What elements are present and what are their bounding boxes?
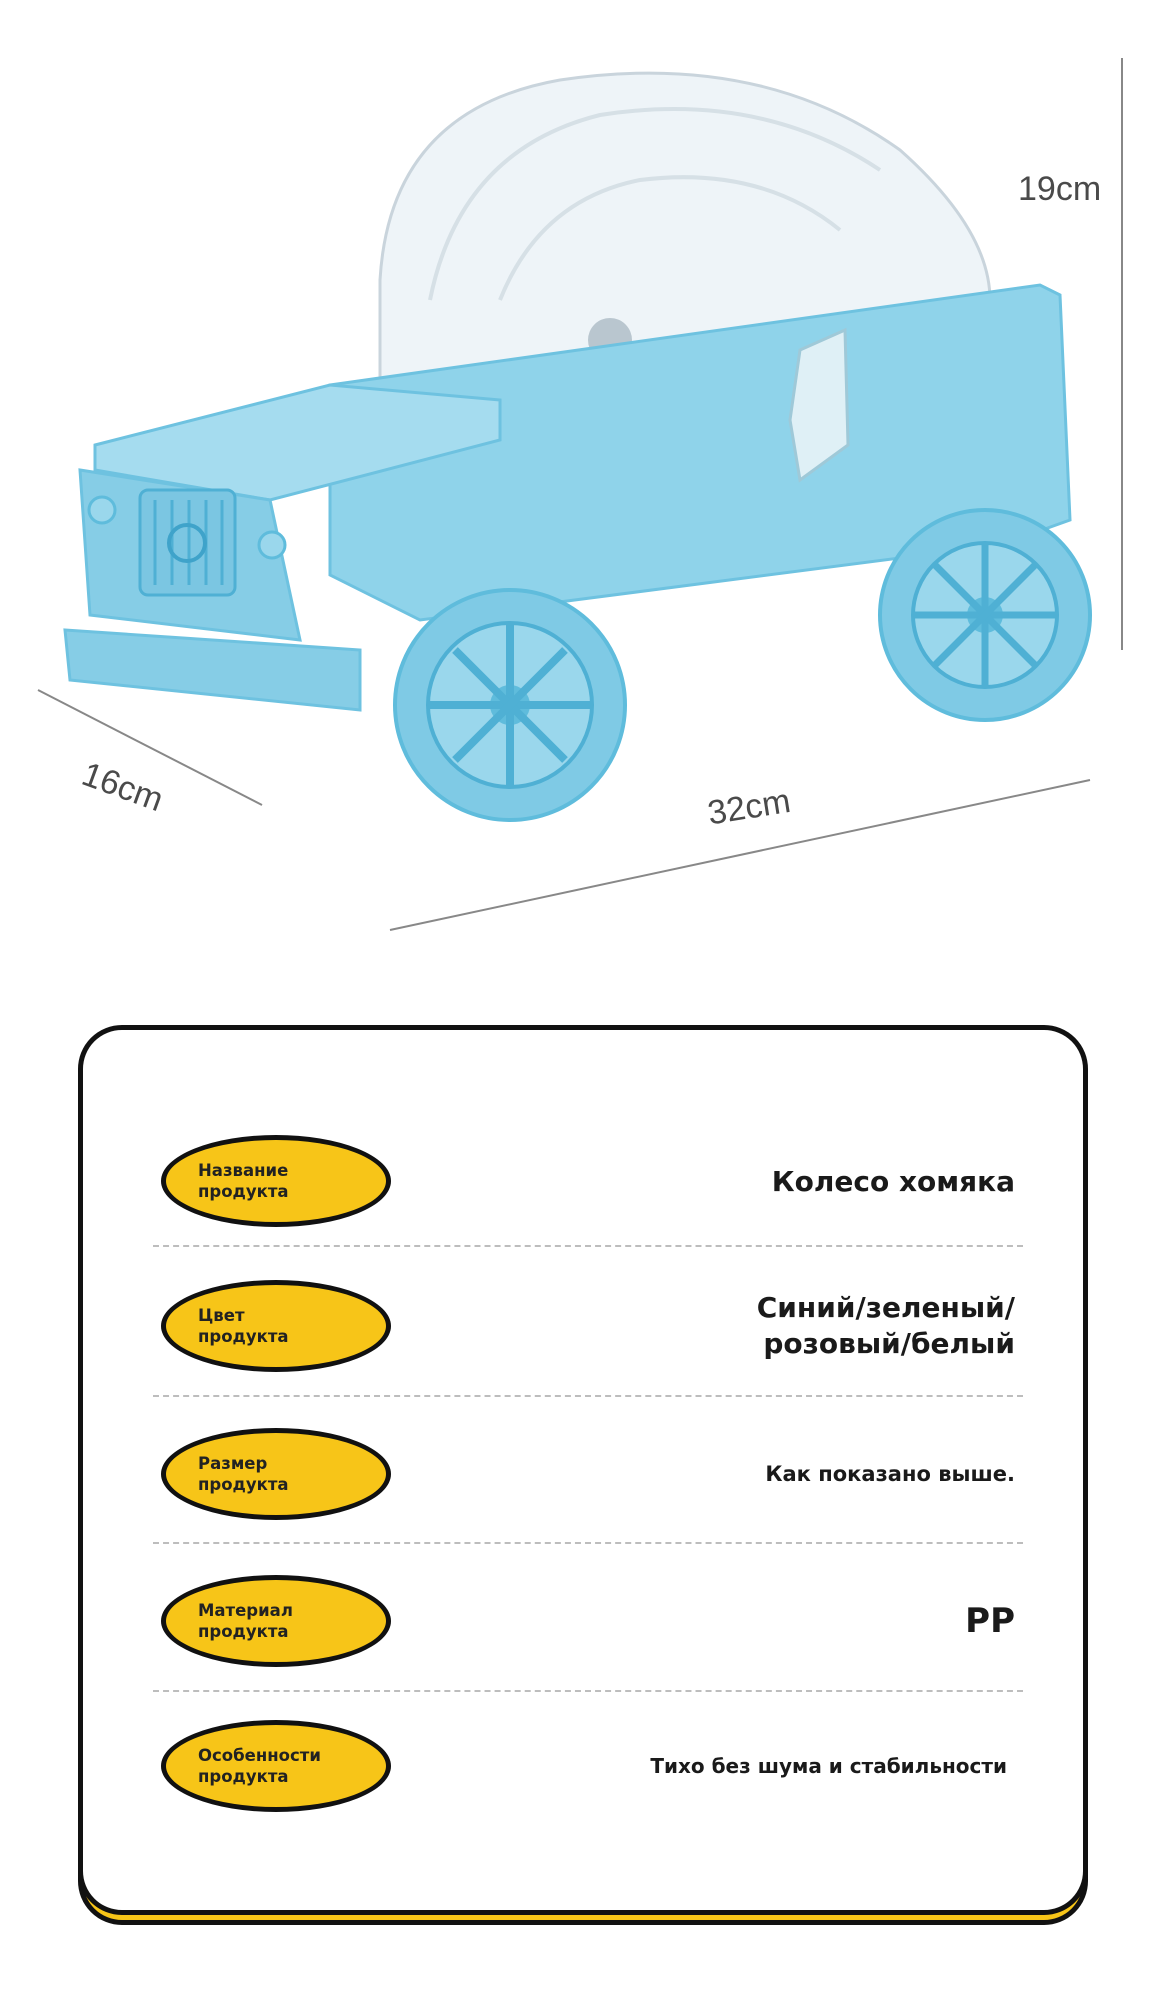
spec-value: PP [965,1601,1015,1641]
spec-value: Колесо хомяка [771,1164,1015,1198]
spec-value: Как показано выше. [765,1462,1015,1486]
spec-label-pill [161,1428,391,1520]
spec-row-material [83,1575,1093,1675]
rear-wheel [880,510,1090,720]
row-divider [153,1542,1023,1544]
spec-row-name [83,1135,1093,1235]
spec-row-features [83,1720,1093,1820]
front-wheel [395,590,625,820]
spec-value: Синий/зеленый/ розовый/белый [756,1291,1015,1360]
spec-card [78,1025,1088,1925]
length-dimension-label: 32cm [705,781,794,833]
spec-label: Размер продукта [198,1454,289,1494]
depth-dimension-label: 16cm [77,755,169,820]
headlight-left [89,497,115,523]
product-figure [0,0,1165,960]
spec-value: Тихо без шума и стабильности [650,1754,1007,1778]
height-dimension-label: 19cm [1018,170,1102,208]
spec-label: Цвет продукта [198,1306,289,1346]
spec-row-color [83,1280,1093,1380]
row-divider [153,1245,1023,1247]
spec-label: Особенности продукта [198,1746,321,1786]
headlight-right [259,532,285,558]
card-body [78,1025,1088,1915]
row-divider [153,1395,1023,1397]
spec-label-pill [161,1720,391,1812]
spec-label-pill [161,1575,391,1667]
hamster-car-image [0,0,1165,960]
spec-label-pill [161,1135,391,1227]
row-divider [153,1690,1023,1692]
spec-row-size [83,1428,1093,1528]
spec-label: Название продукта [198,1161,289,1201]
spec-label: Материал продукта [198,1601,293,1641]
spec-label-pill [161,1280,391,1372]
front-bumper [65,630,360,710]
